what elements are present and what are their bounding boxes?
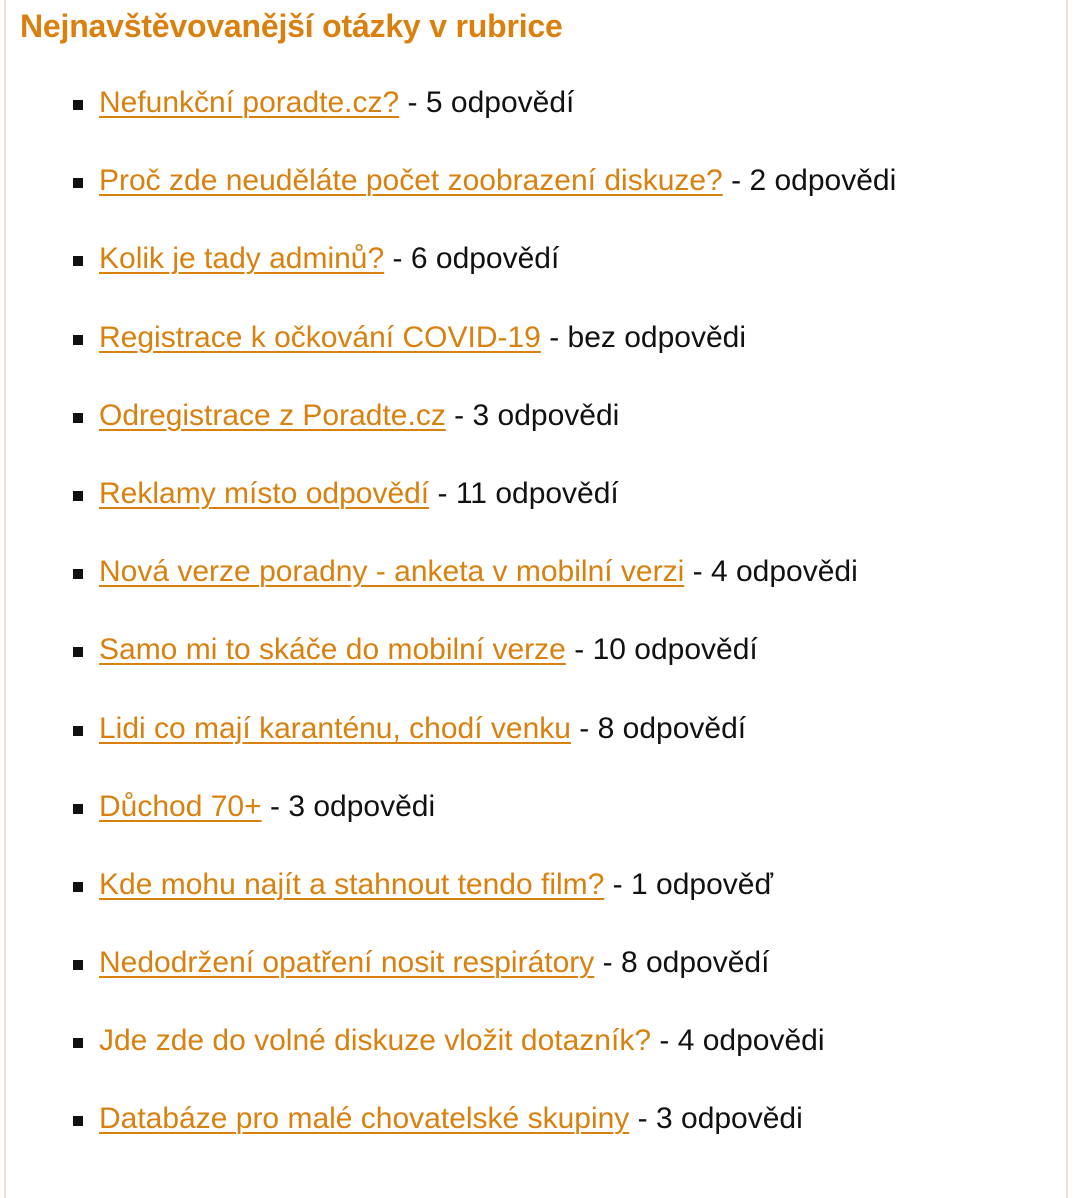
separator: - [612, 867, 623, 901]
bullet-icon [73, 882, 83, 892]
answer-count: 5 odpovědí [425, 86, 575, 119]
answer-count: 2 odpovědi [749, 164, 897, 198]
separator: - [692, 555, 703, 589]
question-row [99, 1023, 824, 1059]
bullet-icon [73, 569, 83, 579]
answer-count: 6 odpovědí [410, 242, 560, 276]
separator: - [731, 164, 742, 198]
question-row [99, 711, 746, 747]
question-link[interactable]: Nefunkční poradte.cz? [99, 86, 400, 119]
bullet-icon [73, 804, 83, 814]
answer-count: 10 odpovědí [592, 633, 758, 667]
question-link[interactable]: Kde mohu najít a stahnout tendo film? [99, 867, 605, 901]
separator: - [549, 320, 560, 354]
question-link[interactable]: Registrace k očkování COVID-19 [99, 320, 541, 354]
question-link[interactable]: Kolik je tady adminů? [99, 242, 385, 276]
separator: - [269, 789, 280, 823]
bullet-icon [73, 1038, 83, 1048]
separator: - [602, 946, 613, 980]
answer-count: 11 odpovědí [455, 476, 619, 510]
answer-count: 4 odpovědi [710, 555, 858, 589]
question-row [99, 320, 746, 356]
bullet-icon [73, 178, 83, 188]
question-link[interactable]: Odregistrace z Poradte.cz [99, 398, 446, 432]
separator: - [579, 711, 590, 745]
bullet-icon [73, 647, 83, 657]
question-link[interactable]: Důchod 70+ [99, 789, 262, 823]
answer-count: bez odpovědi [567, 320, 747, 354]
question-link[interactable]: Databáze pro malé chovatelské skupiny [99, 1102, 630, 1136]
separator: - [659, 1024, 670, 1058]
question-row [99, 85, 574, 121]
question-link[interactable]: Nová verze poradny - anketa v mobilní verzi [99, 555, 685, 589]
question-row [99, 476, 619, 512]
bullet-icon [73, 413, 83, 423]
question-link[interactable]: Reklamy místo odpovědí [99, 476, 430, 510]
answer-count: 3 odpovědi [288, 789, 436, 823]
question-row [99, 632, 758, 668]
question-link[interactable]: Lidi co mají karanténu, chodí venku [99, 711, 571, 745]
separator: - [437, 476, 448, 510]
bullet-icon [73, 726, 83, 736]
answer-count: 3 odpovědi [655, 1102, 803, 1136]
answer-count: 3 odpovědi [472, 398, 620, 432]
answer-count: 1 odpověď [631, 867, 773, 901]
separator: - [574, 633, 585, 667]
most-visited-panel [4, 0, 1068, 1198]
question-row [99, 554, 858, 590]
question-row [99, 163, 896, 199]
answer-count: 8 odpovědí [620, 946, 770, 980]
bullet-icon [73, 256, 83, 266]
bullet-icon [73, 1116, 83, 1126]
question-row [99, 867, 773, 903]
separator: - [392, 242, 403, 276]
bullet-icon [73, 491, 83, 501]
separator: - [407, 86, 418, 119]
question-link[interactable]: Proč zde neuděláte počet zoobrazení diskuze? [99, 164, 723, 198]
section-title: Nejnavštěvovanější otázky v rubrice [20, 8, 563, 44]
question-row [99, 241, 559, 277]
answer-count: 8 odpovědí [597, 711, 747, 745]
question-row [99, 1101, 803, 1137]
bullet-icon [73, 335, 83, 345]
bullet-icon [73, 100, 83, 110]
separator: - [454, 398, 465, 432]
bullet-icon [73, 960, 83, 970]
answer-count: 4 odpovědi [677, 1024, 825, 1058]
question-link[interactable]: Samo mi to skáče do mobilní verze [99, 633, 566, 667]
question-link[interactable]: Jde zde do volné diskuze vložit dotazník? [99, 1024, 651, 1058]
separator: - [637, 1102, 648, 1136]
question-row [99, 789, 435, 825]
question-link[interactable]: Nedodržení opatření nosit respirátory [99, 946, 595, 980]
question-row [99, 398, 619, 434]
question-row [99, 945, 769, 981]
